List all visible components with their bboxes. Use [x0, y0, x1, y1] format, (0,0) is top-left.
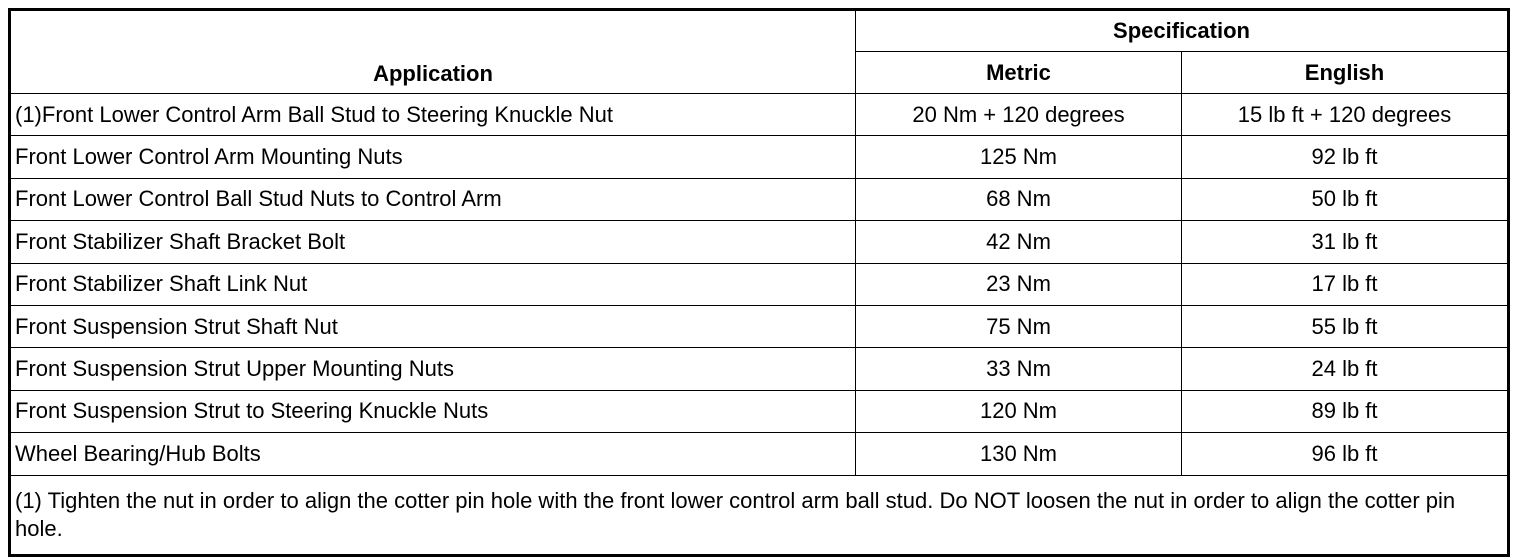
table-row: [10, 136, 1509, 178]
metric-header: Metric: [856, 52, 1182, 94]
metric-cell: 33 Nm: [856, 348, 1182, 390]
metric-cell: 42 Nm: [856, 221, 1182, 263]
table-row: [10, 348, 1509, 390]
metric-cell: 125 Nm: [856, 136, 1182, 178]
english-cell: 92 lb ft: [1182, 136, 1509, 178]
metric-cell: 75 Nm: [856, 305, 1182, 347]
footnote-row: [10, 475, 1509, 555]
english-cell: 50 lb ft: [1182, 178, 1509, 220]
application-header: Application: [10, 10, 856, 94]
english-cell: 55 lb ft: [1182, 305, 1509, 347]
english-cell: 96 lb ft: [1182, 433, 1509, 475]
english-cell: 17 lb ft: [1182, 263, 1509, 305]
metric-cell: 23 Nm: [856, 263, 1182, 305]
table-row: [10, 221, 1509, 263]
english-cell: 31 lb ft: [1182, 221, 1509, 263]
application-cell: Front Suspension Strut Upper Mounting Nuts: [10, 348, 856, 390]
application-cell: Front Stabilizer Shaft Link Nut: [10, 263, 856, 305]
application-cell: Wheel Bearing/Hub Bolts: [10, 433, 856, 475]
metric-cell: 20 Nm + 120 degrees: [856, 94, 1182, 136]
table-row: [10, 305, 1509, 347]
table-row: [10, 263, 1509, 305]
metric-cell: 130 Nm: [856, 433, 1182, 475]
header-row-top: [10, 10, 1509, 52]
metric-cell: 68 Nm: [856, 178, 1182, 220]
english-cell: 89 lb ft: [1182, 390, 1509, 432]
application-cell: Front Suspension Strut Shaft Nut: [10, 305, 856, 347]
english-header: English: [1182, 52, 1509, 94]
application-cell: (1)Front Lower Control Arm Ball Stud to Steering Knuckle Nut: [10, 94, 856, 136]
table-row: [10, 433, 1509, 475]
specification-header: Specification: [856, 10, 1509, 52]
english-cell: 24 lb ft: [1182, 348, 1509, 390]
application-cell: Front Stabilizer Shaft Bracket Bolt: [10, 221, 856, 263]
torque-spec-table: [8, 8, 1510, 557]
footnote-text: (1) Tighten the nut in order to align the cotter pin hole with the front lower control arm ball stud. Do NOT loosen the nut in order to align the cotter pin hole.: [10, 475, 1509, 555]
table-row: [10, 390, 1509, 432]
application-cell: Front Suspension Strut to Steering Knuckle Nuts: [10, 390, 856, 432]
application-cell: Front Lower Control Ball Stud Nuts to Control Arm: [10, 178, 856, 220]
table-row: [10, 94, 1509, 136]
english-cell: 15 lb ft + 120 degrees: [1182, 94, 1509, 136]
table-row: [10, 178, 1509, 220]
metric-cell: 120 Nm: [856, 390, 1182, 432]
application-cell: Front Lower Control Arm Mounting Nuts: [10, 136, 856, 178]
